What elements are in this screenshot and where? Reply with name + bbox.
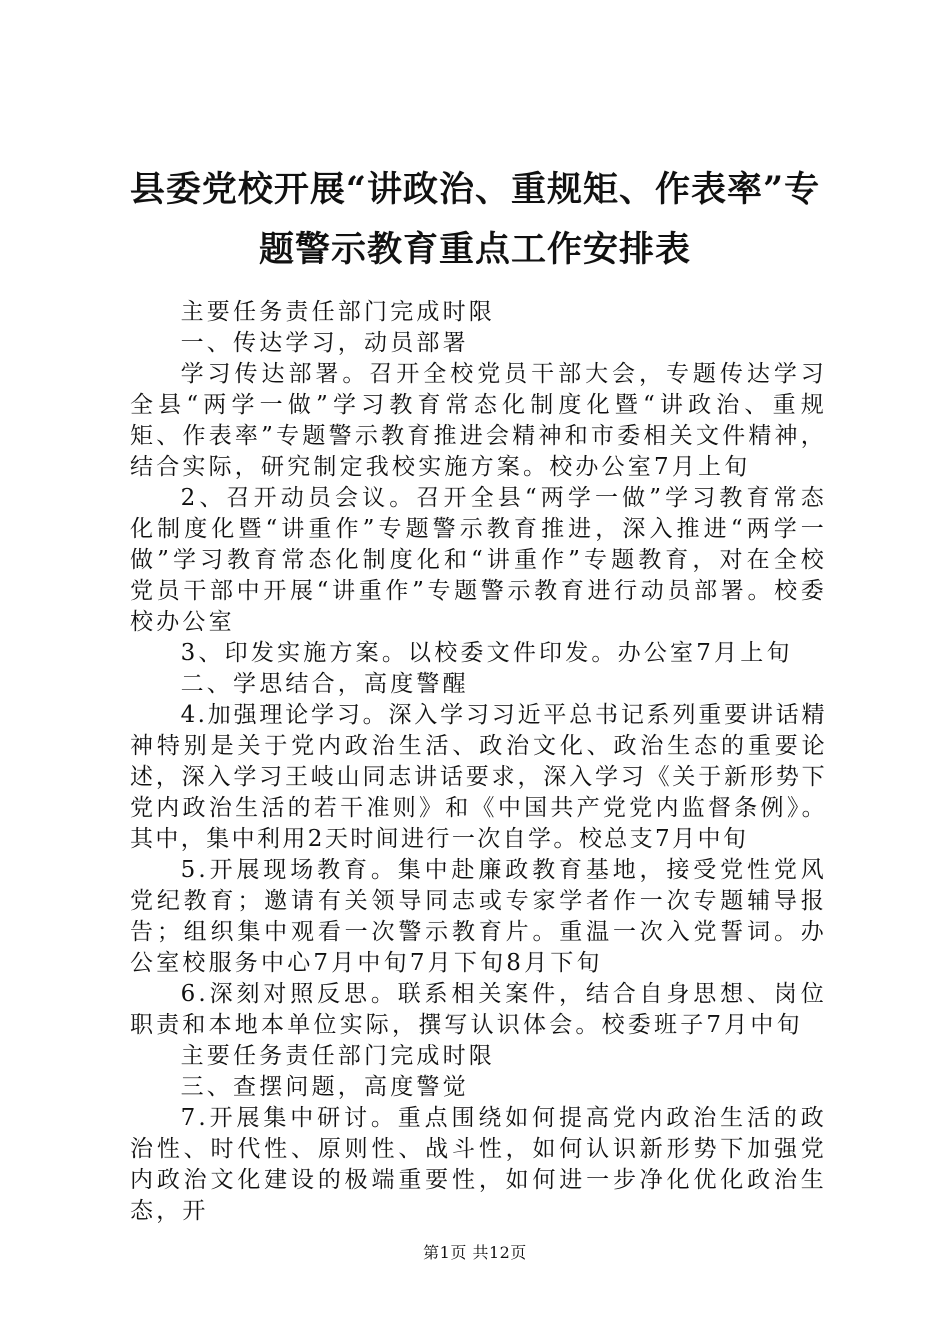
document-title [100, 160, 850, 280]
section-heading-1: 一、传达学习，动员部署 [180, 330, 469, 356]
section-heading-3: 三、查摆问题，高度警觉 [180, 1074, 469, 1100]
paragraph-item-3: 3、印发实施方案。以校委文件印发。办公室7月上旬 [180, 640, 793, 666]
title-line-2: 题警示教育重点工作安排表 [258, 229, 691, 270]
document-body [130, 297, 827, 1227]
paragraph-item-1: 学习传达部署。召开全校党员干部大会，专题传达学习全县“两学一做”学习教育常态化制度化暨“讲政治、重规矩、作表率”专题警示教育推进会精神和市委相关文件精神，结合实际，研究制定我校实施方案。校办公室7月上旬 [130, 361, 827, 480]
paragraph-item-4: 4.加强理论学习。深入学习习近平总书记系列重要讲话精神特别是关于党内政治生活、政治文化、政治生态的重要论述，深入学习王岐山同志讲话要求，深入学习《关于新形势下党内政治生活的若干准则》和《中国共产党党内监督条例》。其中，集中利用2天时间进行一次自学。校总支7月中旬 [130, 702, 827, 852]
title-line-1: 县委党校开展“讲政治、重规矩、作表率”专 [129, 169, 821, 210]
table-header-1: 主要任务责任部门完成时限 [180, 299, 495, 325]
paragraph-item-6: 6.深刻对照反思。联系相关案件，结合自身思想、岗位职责和本地本单位实际，撰写认识体会。校委班子7月中旬 [130, 981, 827, 1038]
paragraph-item-2: 2、召开动员会议。召开全县“两学一做”学习教育常态化制度化暨“讲重作”专题警示教育推进，深入推进“两学一做”学习教育常态化制度化和“讲重作”专题教育，对在全校党员干部中开展“讲重作”专题警示教育进行动员部署。校委校办公室 [130, 485, 827, 635]
section-heading-2: 二、学思结合，高度警醒 [180, 671, 469, 697]
table-header-2: 主要任务责任部门完成时限 [180, 1043, 495, 1069]
page-footer: 第1页 共12页 [423, 1243, 527, 1262]
paragraph-item-7: 7.开展集中研讨。重点围绕如何提高党内政治生活的政治性、时代性、原则性、战斗性，如何认识新形势下加强党内政治文化建设的极端重要性，如何进一步净化优化政治生态，开 [130, 1105, 827, 1224]
paragraph-item-5: 5.开展现场教育。集中赴廉政教育基地，接受党性党风党纪教育；邀请有关领导同志或专家学者作一次专题辅导报告；组织集中观看一次警示教育片。重温一次入党誓词。办公室校服务中心7月中旬7月下旬8月下旬 [130, 857, 827, 976]
